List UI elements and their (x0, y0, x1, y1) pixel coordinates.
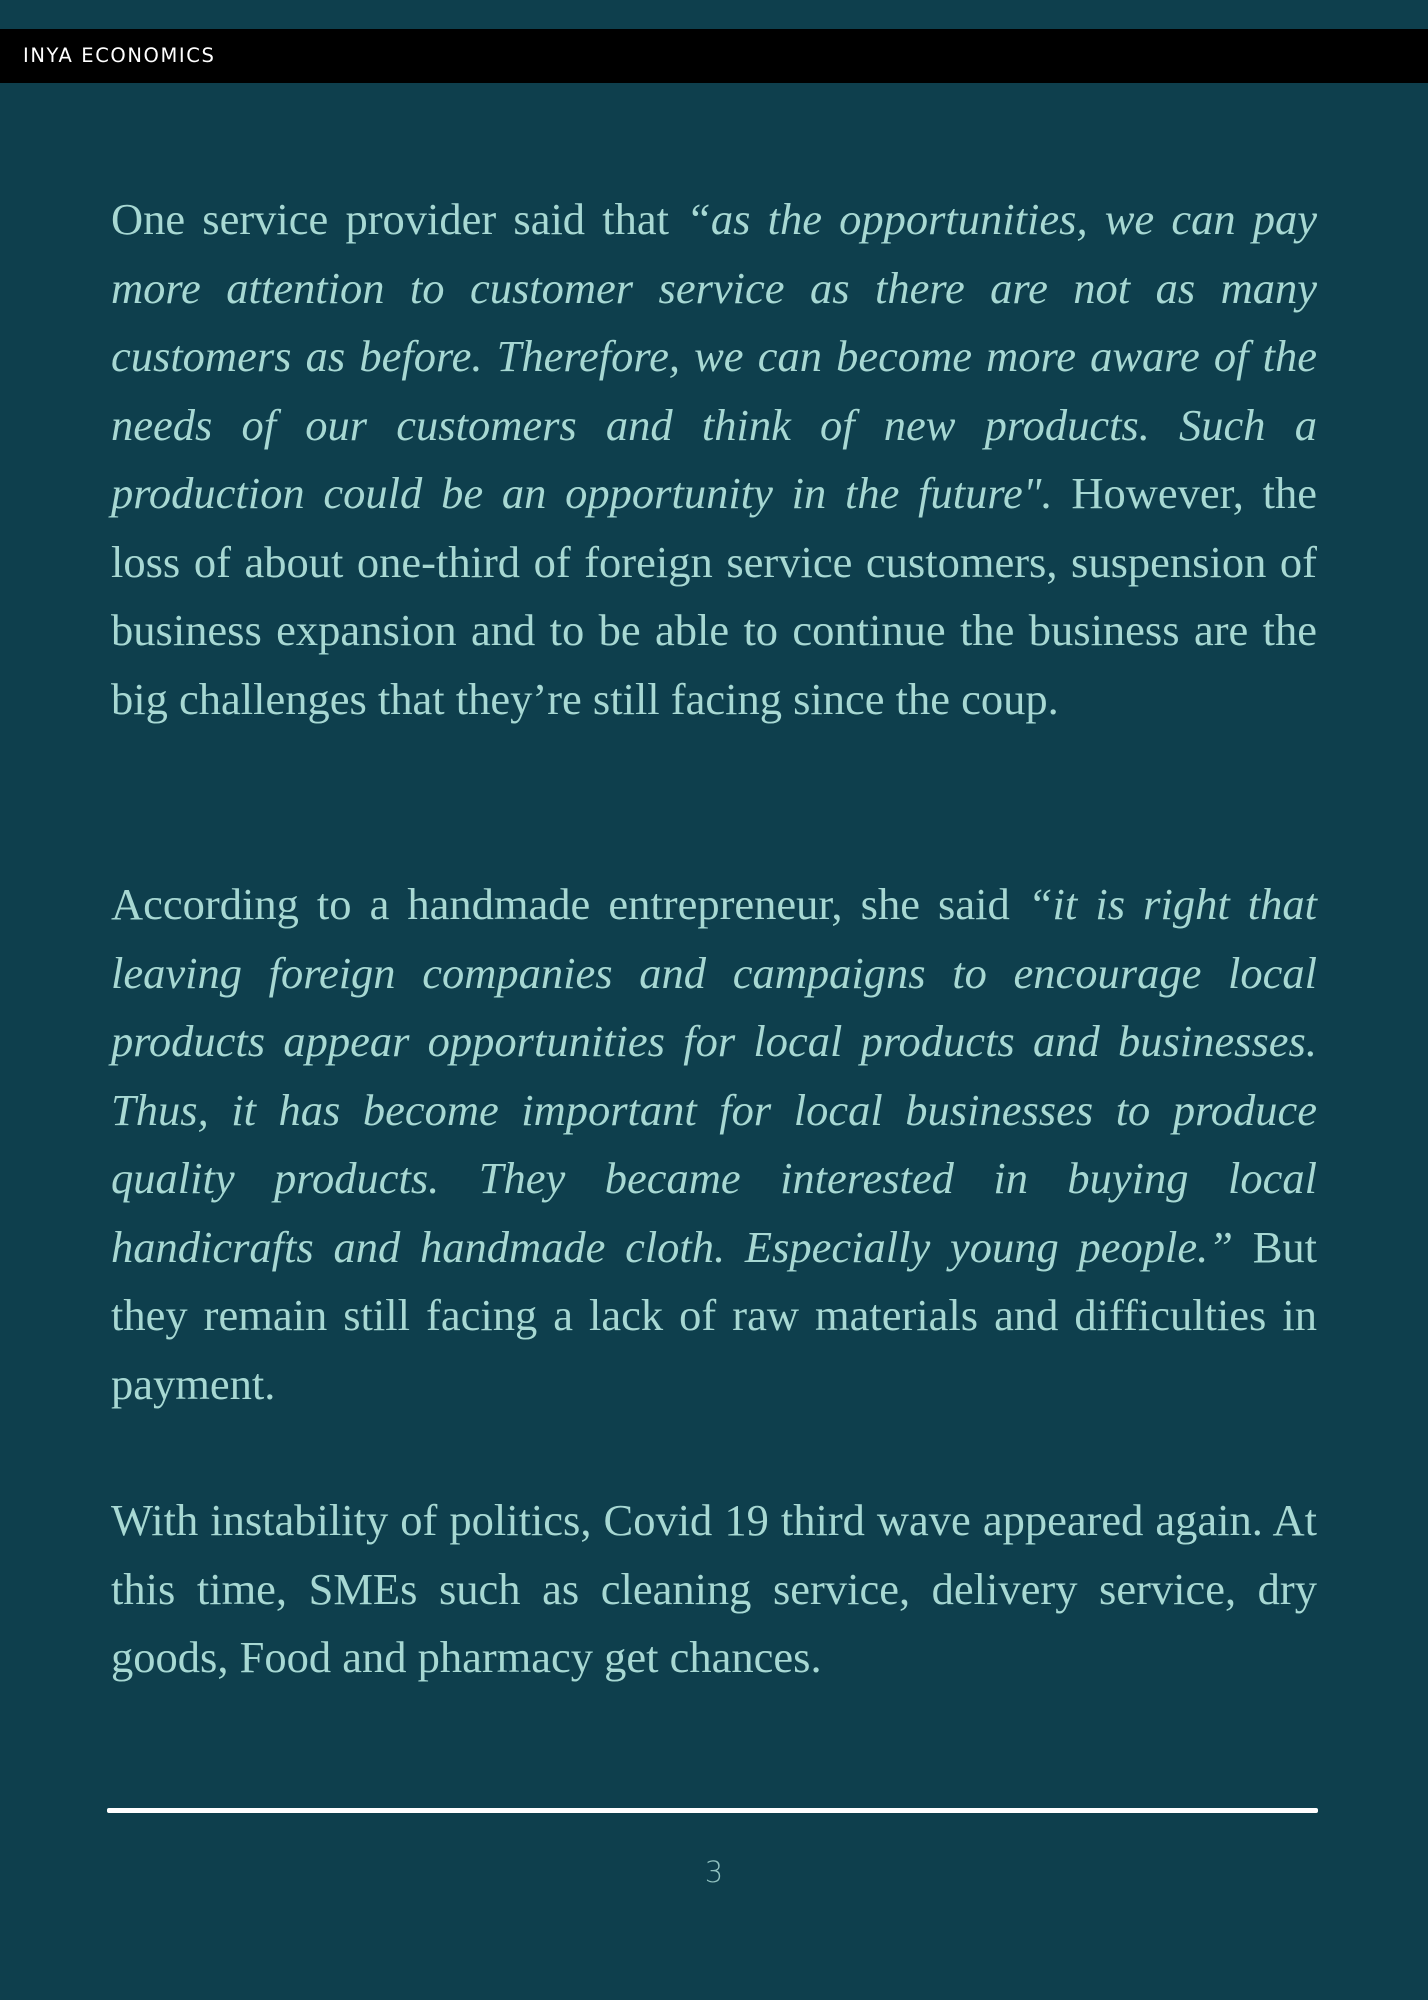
page-number: 3 (704, 1855, 724, 1889)
paragraph-text: With instability of politics, Covid 19 third wave appeared again. At this time, SMEs such as cleaning service, delivery service, dry goods, Food and pharmacy get chances. (111, 1495, 1317, 1682)
paragraph-covid-wave (111, 1486, 1317, 1692)
paragraph-quote: “as the opportunities, we can pay more attention to customer service as there are not as many customers as before. Therefore, we can become more aware of the needs of our customers and think of new products. Such a production could be an opportunity in the future". (111, 194, 1317, 518)
paragraph-service-provider (111, 185, 1317, 733)
publication-title: INYA ECONOMICS (23, 44, 216, 67)
paragraph-lead: One service provider said that (111, 194, 687, 244)
paragraph-tail: But they remain still facing a lack of raw materials and difficulties in payment. (111, 1221, 1317, 1409)
paragraph-tail: However, the loss of about one-third of foreign service customers, suspension of business expansion and to be able to continue the business are the big challenges that they’re still facing since the coup. (111, 468, 1318, 724)
header-bar (0, 29, 1428, 83)
paragraph-lead: According to a handmade entrepreneur, she said (111, 879, 1028, 929)
footer-divider (107, 1808, 1318, 1813)
paragraph-handmade-entrepreneur (111, 870, 1317, 1418)
paragraph-quote: “it is right that leaving foreign companies and campaigns to encourage local products appear opportunities for local products and businesses. Thus, it has become important for local businesses to produce quality products. They became interested in buying local handicrafts and handmade cloth. Especially young people.” (111, 879, 1317, 1272)
